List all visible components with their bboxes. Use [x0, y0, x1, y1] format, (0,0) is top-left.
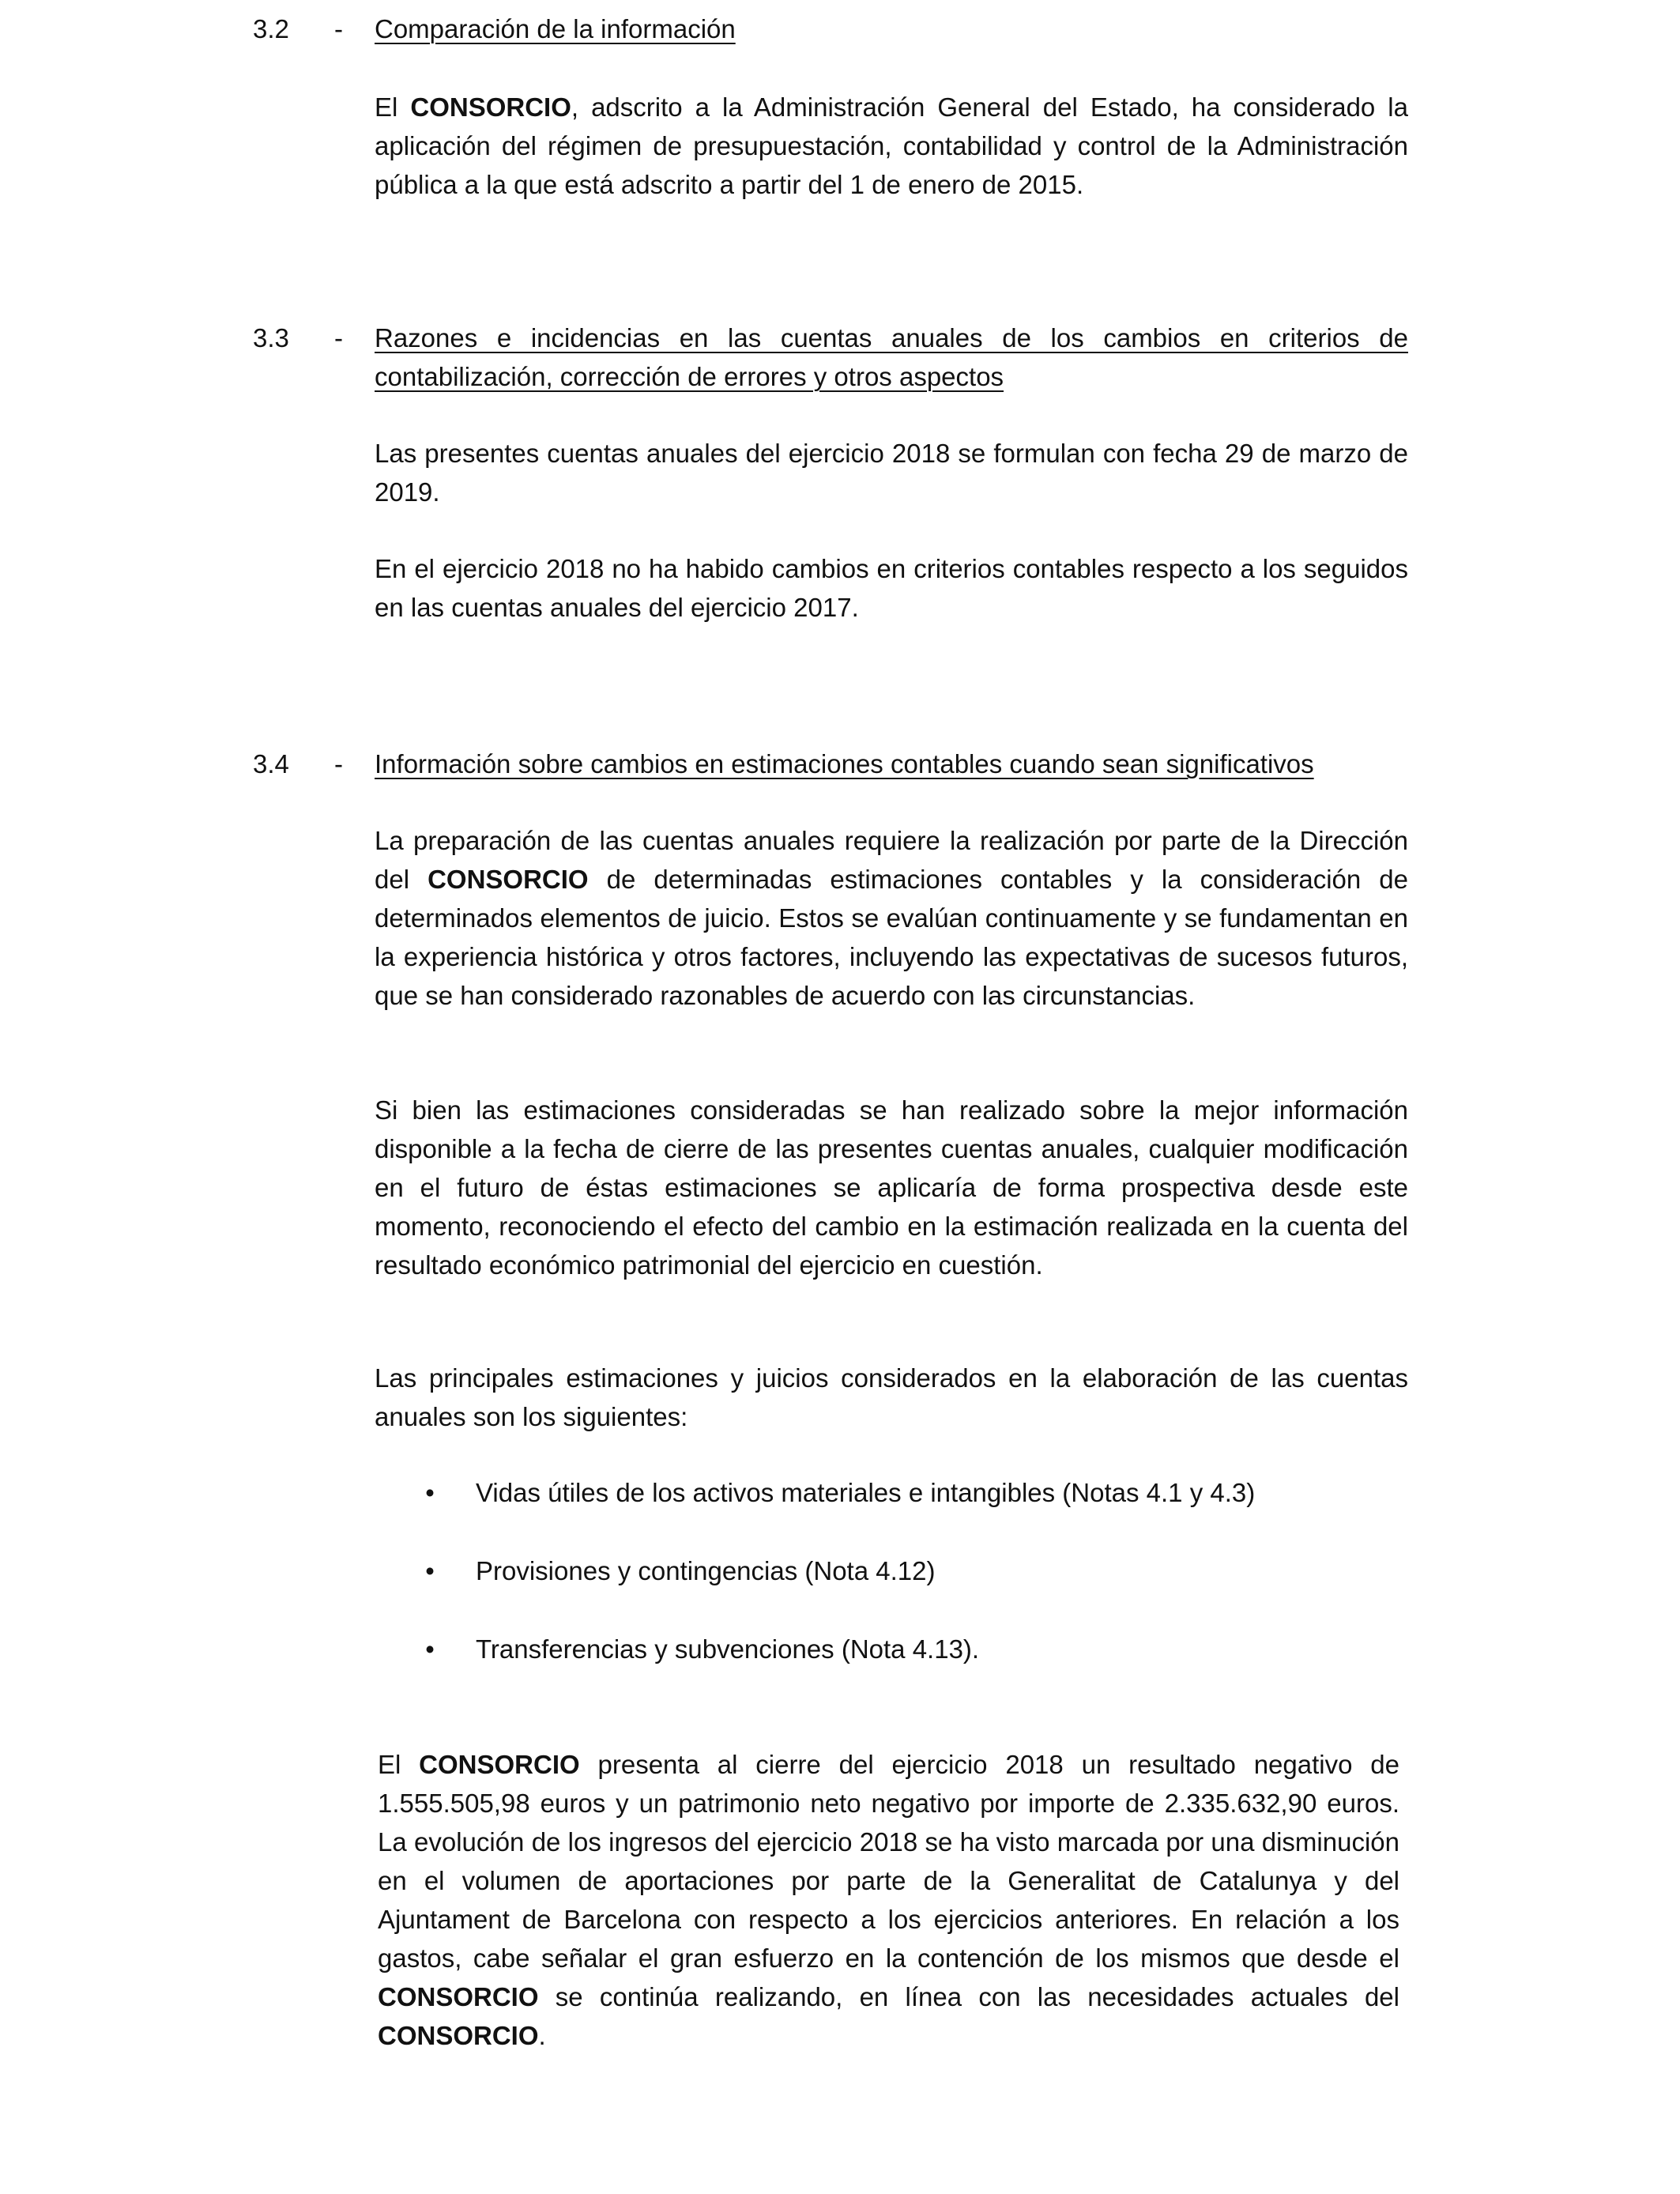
paragraph-3-4-3: Las principales estimaciones y juicios considerados en la elaboración de las cuentas anuales son los siguientes: — [375, 1363, 1408, 1431]
entity-name: CONSORCIO — [428, 865, 589, 894]
text-run: presenta al cierre del ejercicio 2018 un resultado negativo de 1.555.505,98 euros y un patrimonio neto negativo por importe de 2.335.632,90 euros. La evolución de los ingresos del ejercicio 2018 se ha visto marcada por una disminución en el volumen de aportaciones por parte de la Generalitat de Catalunya y del Ajuntament de Barcelona con respecto a los ejercicios anteriores. En relación a los gastos, cabe señalar el gran esfuerzo en la contención de los mismos que desde el — [378, 1750, 1399, 1973]
text-run: El — [375, 92, 411, 122]
text-run: El — [378, 1750, 420, 1779]
list-item-text: Provisiones y contingencias (Nota 4.12) — [476, 1556, 936, 1585]
paragraph-3-3-2: En el ejercicio 2018 no ha habido cambios en criterios contables respecto a los seguidos en las cuentas anuales del ejercicio 2017. — [375, 554, 1408, 622]
section-dash: - — [334, 749, 343, 778]
paragraph-3-2-1 — [375, 88, 1408, 204]
entity-name: CONSORCIO — [410, 92, 571, 122]
text-run: de determinadas estimaciones contables y la consideración de determinados elementos de juicio. Estos se evalúan continuamente y se fundamentan en la experiencia histórica y otros factores, incluyendo las expectativas de sucesos futuros, que se han considerado razonables de acuerdo con las circunstancias. — [375, 865, 1408, 1010]
paragraph-3-4-1 — [375, 821, 1408, 1015]
section-number: 3.4 — [253, 749, 289, 778]
text-run: . — [538, 2021, 546, 2050]
section-dash: - — [334, 323, 343, 352]
list-item-text: Transferencias y subvenciones (Nota 4.13). — [476, 1634, 980, 1664]
paragraph-results — [378, 1745, 1399, 2055]
bullet-icon: • — [425, 1478, 435, 1507]
bullet-icon: • — [425, 1634, 435, 1664]
text-run: La preparación de las cuentas anuales requiere la realización por parte de la Dirección del — [375, 826, 1408, 894]
entity-name: CONSORCIO — [419, 1750, 580, 1779]
section-title: Comparación de la información — [375, 14, 736, 43]
section-dash: - — [334, 14, 343, 43]
bullet-icon: • — [425, 1556, 435, 1585]
paragraph-3-3-1: Las presentes cuentas anuales del ejercicio 2018 se formulan con fecha 29 de marzo de 2019. — [375, 439, 1408, 507]
list-item-text: Vidas útiles de los activos materiales e intangibles (Notas 4.1 y 4.3) — [476, 1478, 1256, 1507]
section-number: 3.3 — [253, 323, 289, 352]
section-title: Información sobre cambios en estimaciones contables cuando sean significativos — [375, 749, 1314, 778]
entity-name: CONSORCIO — [378, 2021, 539, 2050]
section-title: Razones e incidencias en las cuentas anuales de los cambios en criterios de contabilización, corrección de errores y otros aspectos — [375, 323, 1408, 391]
section-number: 3.2 — [253, 14, 289, 43]
entity-name: CONSORCIO — [378, 1982, 539, 2011]
text-run: , adscrito a la Administración General del Estado, ha considerado la aplicación del régimen de presupuestación, contabilidad y control de la Administración pública a la que está adscrito a partir del 1 de enero de 2015. — [375, 92, 1408, 199]
text-run: se continúa realizando, en línea con las necesidades actuales del — [538, 1982, 1399, 2011]
paragraph-3-4-2: Si bien las estimaciones consideradas se han realizado sobre la mejor información disponible a la fecha de cierre de las presentes cuentas anuales, cualquier modificación en el futuro de éstas estimaciones se aplicaría de forma prospectiva desde este momento, reconociendo el efecto del cambio en la estimación realizada en la cuenta del resultado económico patrimonial del ejercicio en cuestión. — [375, 1095, 1408, 1280]
